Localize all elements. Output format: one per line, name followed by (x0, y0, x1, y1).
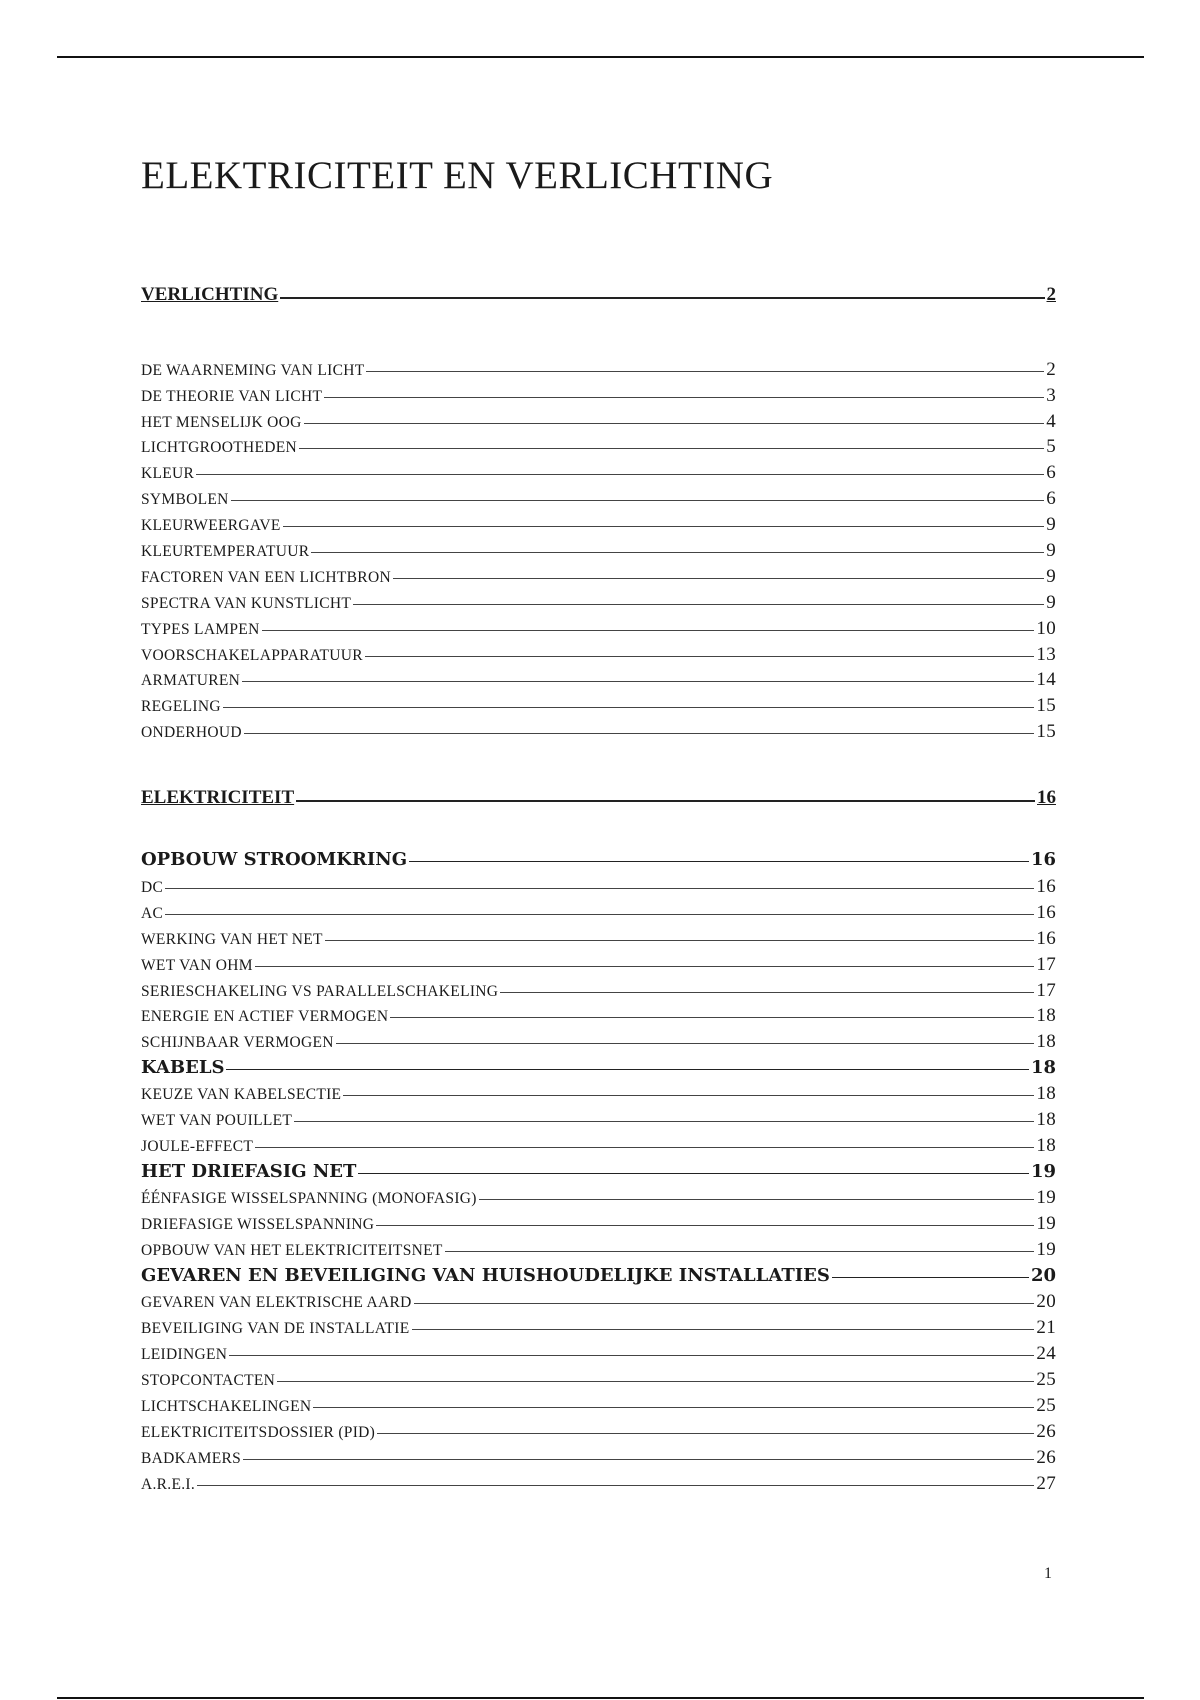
toc-leader-line (311, 552, 1044, 553)
toc-entry-label: OPBOUW VAN HET ELEKTRICITEITSNET (141, 1242, 443, 1259)
toc-leader-line (393, 578, 1044, 579)
toc-entry-page: 14 (1036, 669, 1056, 690)
toc-leader-line (832, 1277, 1029, 1278)
toc-entry-page: 13 (1036, 644, 1056, 665)
toc-entry-energie-en-actief-vermogen[interactable] (141, 1005, 1056, 1027)
toc-leader-line (229, 1355, 1034, 1356)
toc-leader-line (376, 1225, 1034, 1226)
toc-entry-label: GEVAREN VAN ELEKTRISCHE AARD (141, 1294, 412, 1311)
toc-entry-page: 17 (1036, 980, 1056, 1001)
toc-leader-line (324, 397, 1044, 398)
toc-entry-voorschakelapparatuur[interactable] (141, 644, 1056, 666)
toc-entry-label: FACTOREN VAN EEN LICHTBRON (141, 569, 391, 586)
toc-leader-line (262, 630, 1035, 631)
toc-leader-line (336, 1043, 1035, 1044)
toc-entry-label: ELEKTRICITEIT (141, 787, 295, 808)
toc-entry-page: 18 (1030, 1057, 1056, 1078)
toc-leader-line (277, 1381, 1034, 1382)
toc-leader-line (283, 526, 1045, 527)
toc-entry-symbolen[interactable] (141, 488, 1056, 510)
toc-leader-line (377, 1433, 1034, 1434)
toc-entry-types-lampen[interactable] (141, 618, 1056, 640)
toc-entry-eenfasige-wisselspanning-monofasig[interactable] (141, 1187, 1056, 1209)
toc-entry-page: 5 (1046, 436, 1056, 457)
toc-entry-page: 6 (1046, 488, 1056, 509)
toc-entry-verlichting[interactable] (141, 284, 1056, 306)
toc-entry-label: VERLICHTING (141, 284, 279, 305)
toc-entry-label: ÉÉNFASIGE WISSELSPANNING (MONOFASIG) (141, 1190, 477, 1207)
toc-leader-line (343, 1095, 1034, 1096)
toc-entry-factoren-van-een-lichtbron[interactable] (141, 566, 1056, 588)
toc-entry-serieschakeling-vs-parallelschakeling[interactable] (141, 980, 1056, 1002)
toc-entry-wet-van-pouillet[interactable] (141, 1109, 1056, 1131)
toc-entry-page: 26 (1036, 1421, 1056, 1442)
toc-entry-label: BADKAMERS (141, 1450, 242, 1467)
toc-entry-label: SCHIJNBAAR VERMOGEN (141, 1034, 334, 1051)
toc-entry-label: SYMBOLEN (141, 491, 229, 508)
toc-leader-line (412, 1329, 1035, 1330)
toc-leader-line (353, 604, 1044, 605)
toc-entry-page: 25 (1036, 1369, 1056, 1390)
toc-entry-page: 19 (1036, 1187, 1056, 1208)
toc-entry-label: KEUZE VAN KABELSECTIE (141, 1086, 342, 1103)
toc-entry-page: 25 (1036, 1395, 1056, 1416)
document-title: ELEKTRICITEIT EN VERLICHTING (141, 154, 774, 197)
toc-entry-kleur[interactable] (141, 462, 1056, 484)
toc-entry-lichtschakelingen[interactable] (141, 1395, 1056, 1417)
toc-entry-joule-effect[interactable] (141, 1135, 1056, 1157)
toc-entry-page: 3 (1046, 385, 1056, 406)
toc-entry-het-driefasig-net[interactable] (141, 1161, 1056, 1182)
toc-leader-line (414, 1303, 1035, 1304)
toc-leader-line (358, 1173, 1029, 1174)
toc-leader-line (226, 1069, 1028, 1070)
toc-entry-label: DE WAARNEMING VAN LICHT (141, 362, 365, 379)
toc-entry-label: DE THEORIE VAN LICHT (141, 388, 323, 405)
toc-leader-line (197, 1485, 1034, 1486)
toc-entry-page: 16 (1036, 876, 1056, 897)
toc-leader-line (304, 423, 1045, 424)
toc-entry-page: 9 (1046, 540, 1056, 561)
toc-entry-page: 18 (1036, 1083, 1056, 1104)
toc-leader-line (196, 474, 1044, 475)
bottom-rule (57, 1697, 1144, 1699)
toc-entry-het-menselijk-oog[interactable] (141, 411, 1056, 433)
toc-entry-page: 27 (1036, 1473, 1056, 1494)
toc-entry-page: 20 (1036, 1291, 1056, 1312)
toc-entry-page: 10 (1036, 618, 1056, 639)
toc-entry-schijnbaar-vermogen[interactable] (141, 1031, 1056, 1053)
toc-entry-lichtgrootheden[interactable] (141, 436, 1056, 458)
toc-entry-page: 18 (1036, 1109, 1056, 1130)
toc-entry-kleurtemperatuur[interactable] (141, 540, 1056, 562)
toc-entry-driefasige-wisselspanning[interactable] (141, 1213, 1056, 1235)
toc-leader-line (165, 888, 1034, 889)
toc-entry-page: 19 (1030, 1161, 1056, 1182)
toc-entry-label: SERIESCHAKELING VS PARALLELSCHAKELING (141, 983, 499, 1000)
toc-entry-label: SPECTRA VAN KUNSTLICHT (141, 595, 352, 612)
toc-leader-line (445, 1251, 1035, 1252)
toc-leader-line (366, 371, 1044, 372)
toc-entry-page: 16 (1030, 849, 1056, 870)
toc-entry-page: 24 (1036, 1343, 1056, 1364)
toc-entry-page: 19 (1036, 1213, 1056, 1234)
toc-entry-label: KLEURWEERGAVE (141, 517, 281, 534)
toc-leader-line (242, 681, 1034, 682)
toc-entry-ac[interactable] (141, 902, 1056, 924)
toc-entry-label: ONDERHOUD (141, 724, 242, 741)
toc-leader-line (390, 1017, 1034, 1018)
toc-entry-page: 16 (1037, 787, 1056, 808)
toc-leader-line (479, 1199, 1035, 1200)
toc-entry-keuze-van-kabelsectie[interactable] (141, 1083, 1056, 1105)
toc-leader-line (294, 1121, 1034, 1122)
toc-entry-label: LEIDINGEN (141, 1346, 228, 1363)
toc-entry-page: 26 (1036, 1447, 1056, 1468)
toc-entry-label: TYPES LAMPEN (141, 621, 260, 638)
toc-entry-page: 17 (1036, 954, 1056, 975)
toc-entry-label: DRIEFASIGE WISSELSPANNING (141, 1216, 375, 1233)
toc-entry-page: 2 (1046, 284, 1056, 305)
toc-entry-page: 9 (1046, 566, 1056, 587)
toc-leader-line (255, 966, 1035, 967)
toc-entry-opbouw-van-het-elektriciteitsnet[interactable] (141, 1239, 1056, 1261)
toc-entry-label: KABELS (141, 1057, 225, 1078)
toc-entry-de-waarneming-van-licht[interactable] (141, 359, 1056, 381)
table-of-contents (141, 0, 1056, 1700)
toc-entry-page: 15 (1036, 721, 1056, 742)
toc-leader-line (231, 500, 1045, 501)
toc-entry-beveiliging-van-de-installatie[interactable] (141, 1317, 1056, 1339)
toc-entry-a-r-e-i[interactable] (141, 1473, 1056, 1495)
toc-entry-label: WERKING VAN HET NET (141, 931, 323, 948)
toc-entry-elektriciteitsdossier-pid[interactable] (141, 1421, 1056, 1443)
toc-leader-line (409, 861, 1029, 862)
toc-entry-label: HET DRIEFASIG NET (141, 1161, 357, 1182)
toc-entry-stopcontacten[interactable] (141, 1369, 1056, 1391)
toc-entry-page: 4 (1046, 411, 1056, 432)
toc-entry-badkamers[interactable] (141, 1447, 1056, 1469)
toc-leader-line (223, 707, 1035, 708)
toc-leader-line (244, 733, 1035, 734)
toc-entry-label: STOPCONTACTEN (141, 1372, 276, 1389)
toc-entry-label: DC (141, 879, 164, 896)
toc-entry-de-theorie-van-licht[interactable] (141, 385, 1056, 407)
toc-entry-label: ELEKTRICITEITSDOSSIER (PID) (141, 1424, 376, 1441)
toc-entry-kleurweergave[interactable] (141, 514, 1056, 536)
toc-entry-label: LICHTSCHAKELINGEN (141, 1398, 312, 1415)
toc-entry-label: A.R.E.I. (141, 1476, 196, 1493)
toc-entry-label: LICHTGROOTHEDEN (141, 439, 298, 456)
toc-leader-line (243, 1459, 1034, 1460)
toc-entry-page: 16 (1036, 902, 1056, 923)
toc-entry-label: WET VAN OHM (141, 957, 253, 974)
toc-entry-page: 21 (1036, 1317, 1056, 1338)
toc-leader-line (500, 992, 1034, 993)
toc-entry-page: 15 (1036, 695, 1056, 716)
toc-leader-line (365, 656, 1034, 657)
toc-entry-werking-van-het-net[interactable] (141, 928, 1056, 950)
toc-entry-onderhoud[interactable] (141, 721, 1056, 743)
toc-entry-page: 6 (1046, 462, 1056, 483)
toc-entry-spectra-van-kunstlicht[interactable] (141, 592, 1056, 614)
toc-leader-line (325, 940, 1035, 941)
toc-entry-regeling[interactable] (141, 695, 1056, 717)
toc-entry-page: 20 (1030, 1265, 1056, 1286)
toc-leader-line (299, 448, 1044, 449)
toc-entry-gevaren-van-elektrische-aard[interactable] (141, 1291, 1056, 1313)
toc-entry-label: REGELING (141, 698, 221, 715)
toc-entry-label: VOORSCHAKELAPPARATUUR (141, 647, 363, 664)
toc-entry-page: 19 (1036, 1239, 1056, 1260)
toc-entry-label: GEVAREN EN BEVEILIGING VAN HUISHOUDELIJKE INSTALLATIES (141, 1265, 830, 1286)
toc-leader-line (296, 800, 1035, 802)
toc-entry-label: WET VAN POUILLET (141, 1112, 293, 1129)
toc-entry-label: HET MENSELIJK OOG (141, 414, 302, 431)
toc-entry-dc[interactable] (141, 876, 1056, 898)
toc-entry-label: JOULE-EFFECT (141, 1138, 254, 1155)
toc-entry-page: 16 (1036, 928, 1056, 949)
toc-leader-line (280, 297, 1044, 299)
toc-entry-label: ARMATUREN (141, 672, 241, 689)
toc-entry-elektriciteit[interactable] (141, 787, 1056, 809)
toc-entry-label: ENERGIE EN ACTIEF VERMOGEN (141, 1008, 389, 1025)
toc-entry-gevaren-en-beveiliging-van-huishoudelijke-installaties[interactable] (141, 1265, 1056, 1286)
toc-leader-line (165, 914, 1034, 915)
toc-entry-page: 18 (1036, 1135, 1056, 1156)
toc-entry-label: OPBOUW STROOMKRING (141, 849, 408, 870)
toc-entry-label: AC (141, 905, 164, 922)
toc-leader-line (313, 1407, 1034, 1408)
toc-entry-wet-van-ohm[interactable] (141, 954, 1056, 976)
toc-entry-kabels[interactable] (141, 1057, 1056, 1078)
toc-leader-line (255, 1147, 1034, 1148)
toc-entry-page: 18 (1036, 1005, 1056, 1026)
toc-entry-page: 18 (1036, 1031, 1056, 1052)
toc-entry-leidingen[interactable] (141, 1343, 1056, 1365)
page-number: 1 (1044, 1565, 1052, 1582)
toc-entry-page: 9 (1046, 592, 1056, 613)
toc-entry-label: BEVEILIGING VAN DE INSTALLATIE (141, 1320, 410, 1337)
toc-entry-opbouw-stroomkring[interactable] (141, 849, 1056, 870)
toc-entry-page: 2 (1046, 359, 1056, 380)
toc-entry-armaturen[interactable] (141, 669, 1056, 691)
toc-entry-page: 9 (1046, 514, 1056, 535)
toc-entry-label: KLEURTEMPERATUUR (141, 543, 310, 560)
toc-entry-label: KLEUR (141, 465, 195, 482)
